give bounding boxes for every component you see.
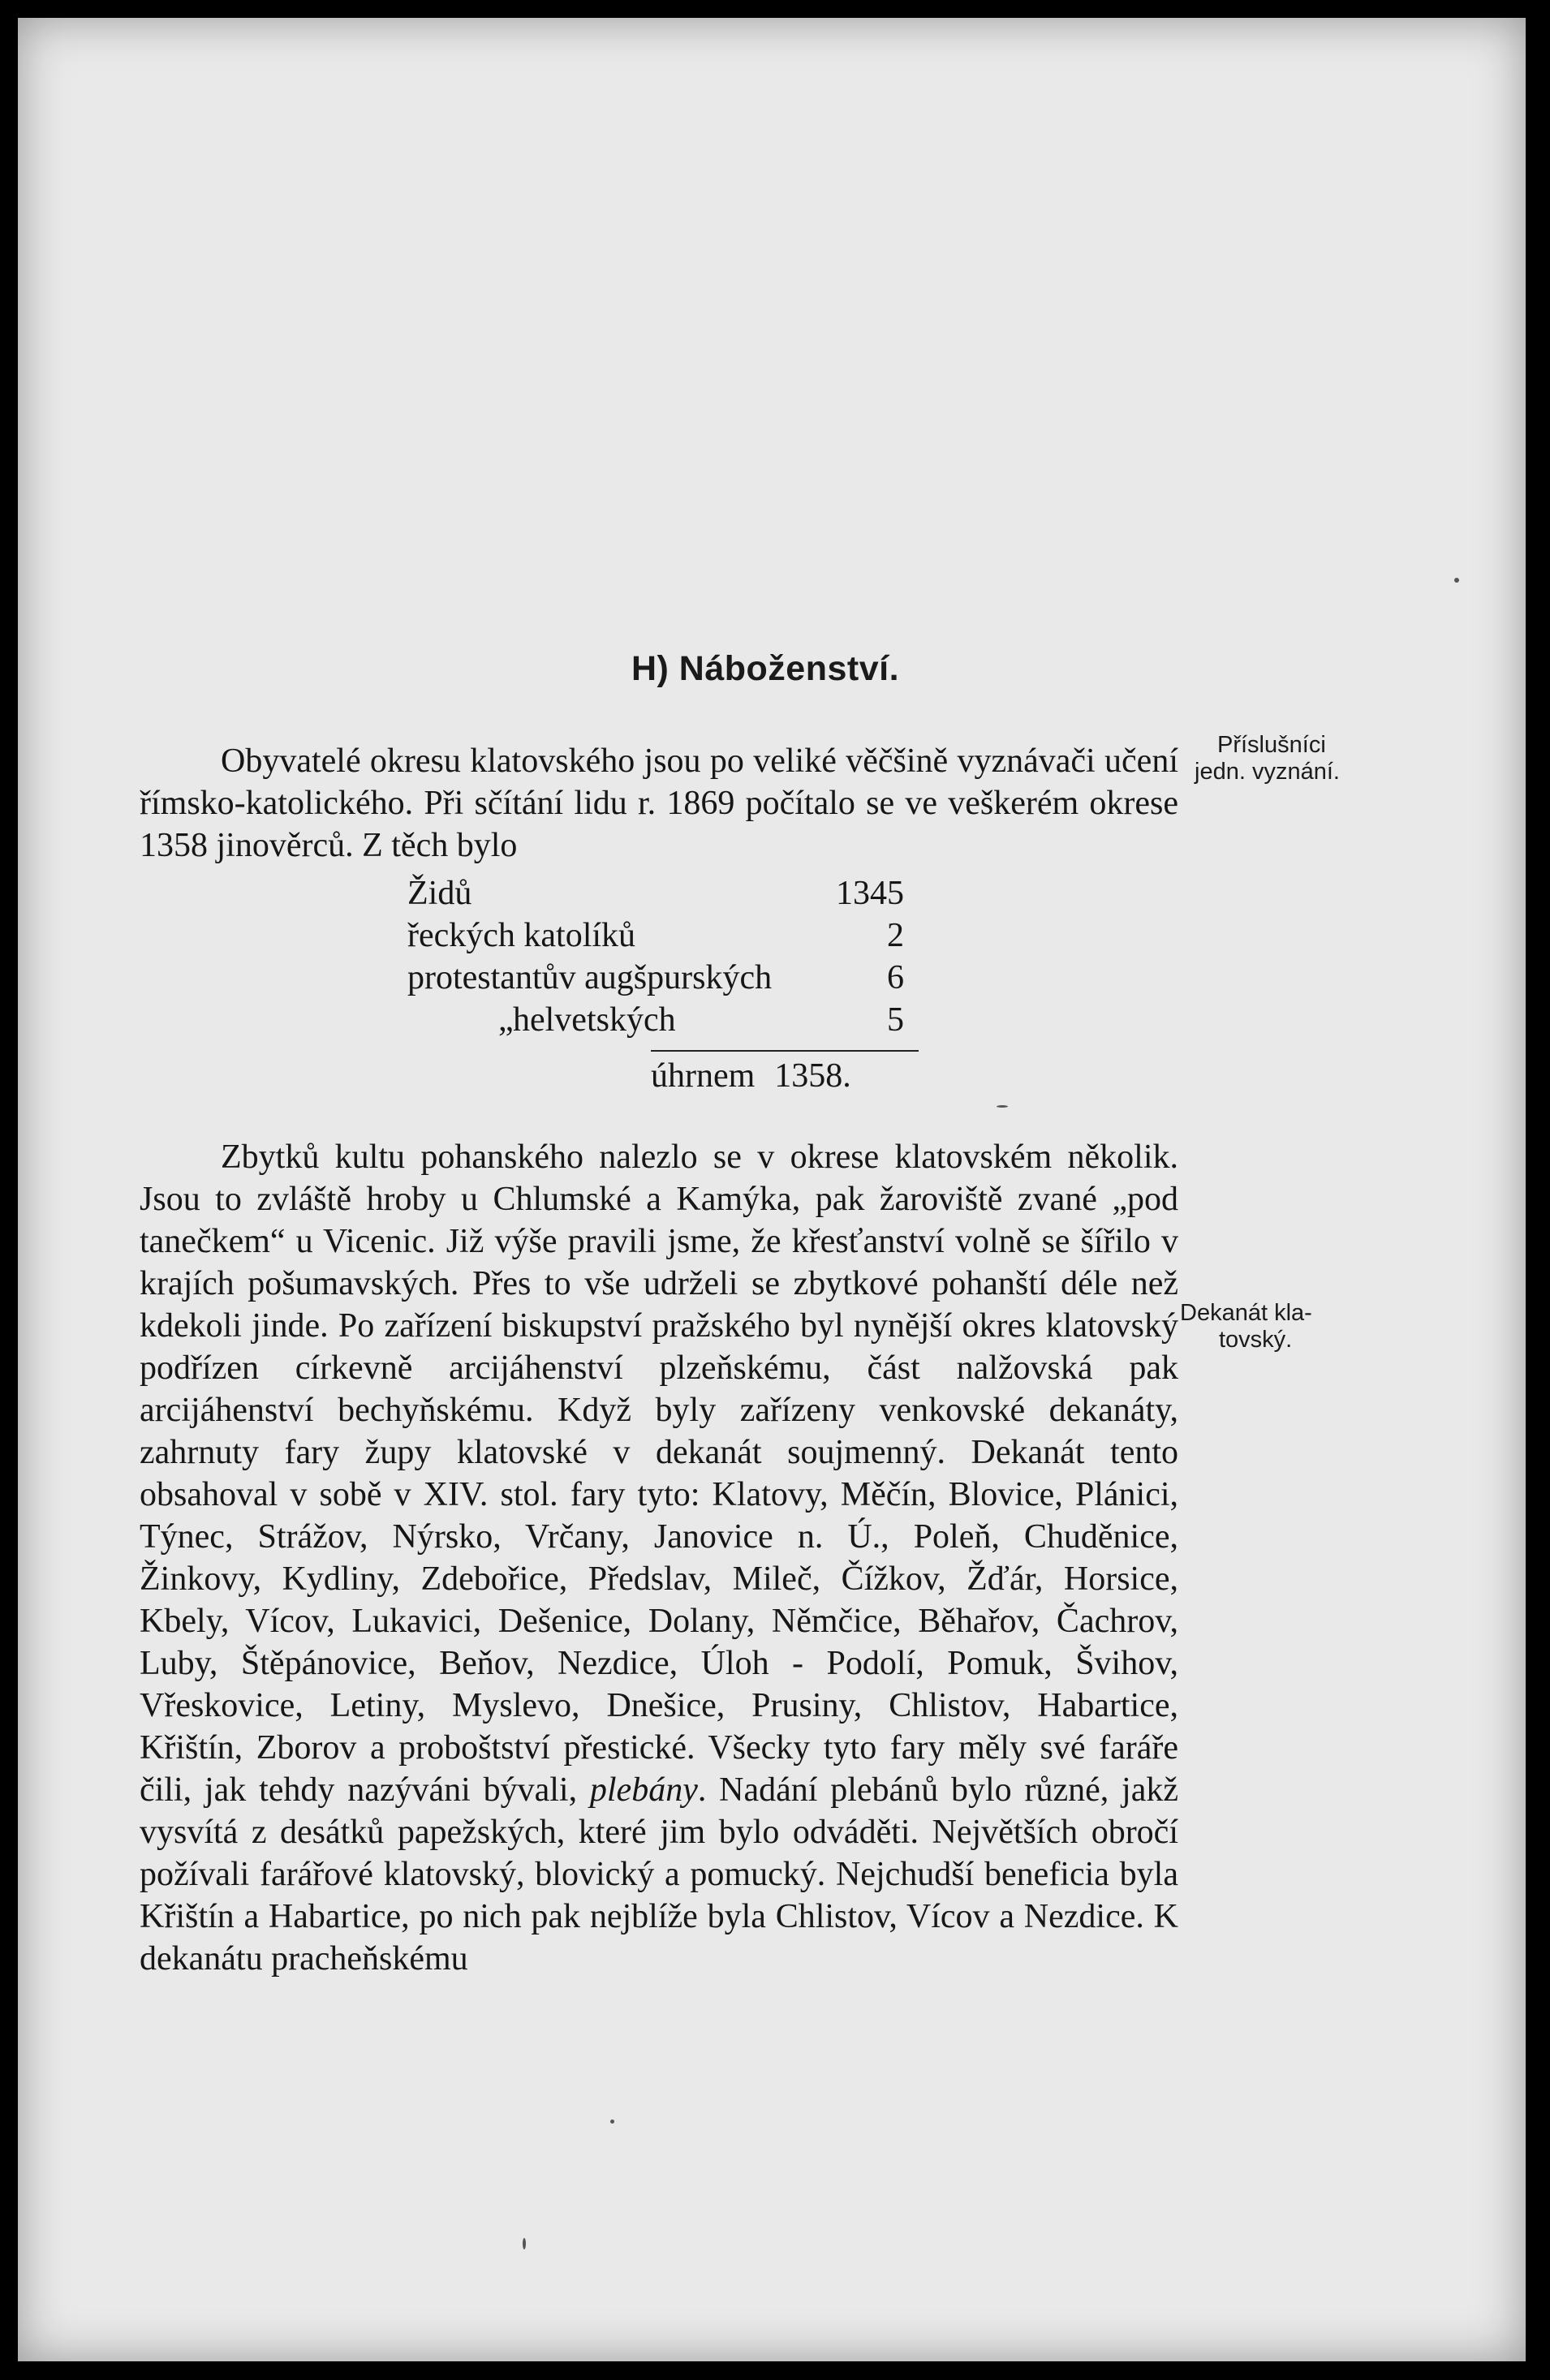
total-value: 1358. [774, 1057, 851, 1095]
paragraph-text-part: Zbytků kultu pohanského nalezlo se v okrese klatovském několik. Jsou to zvláště hroby u Chlumské a Kamýka, pak žaroviště zvané „pod tanečkem“ u Vicenic. Již výše pravili jsme, že křesťanství volně se šířilo v krajích pošumavských. Přes to vše udrželi se zbytkové pohanští déle než kdekoli jinde. Po zařízení biskupství pražského byl nynější okres klatovský podřízen církevně arcijáhenství plzeňskému, část nalžovská pak arcijáhenství bechyňskému. Když byly zařízeny venkovské dekanáty, zahrnuty fary župy klatovské v dekanát soujmenný. Dekanát tento obsahoval v sobě v XIV. stol. fary tyto: Klatovy, Měčín, Blovice, Plánici, Týnec, Strážov, Nýrsko, Vrčany, Janovice n. Ú., Poleň, Chuděnice, Žinkovy, Kydliny, Zdebořice, Předslav, Mileč, Čížkov, Žďár, Horsice, Kbely, Vícov, Lukavici, Dešenice, Dolany, Němčice, Běhařov, Čachrov, Luby, Štěpánovice, Beňov, Nezdice, Úloh - Podolí, Pomuk, Švihov, Vřeskovice, Letiny, Myslevo, Dnešice, Prusiny, Chlistov, Habartice, Křištín, Zborov a proboštství přestické. Všecky tyto fary měly své faráře čili, jak tehdy nazýváni bývali, [140, 1138, 1178, 1809]
paragraph-text [140, 1136, 1178, 1980]
table-cell-label: helvetských [513, 1001, 676, 1039]
scan-speck [1454, 578, 1459, 583]
table-row [407, 916, 927, 958]
table-row [407, 874, 927, 916]
scan-speck [523, 2238, 526, 2249]
table-cell-label: Židů [407, 875, 472, 912]
statistics-table [407, 874, 927, 1043]
sum-rule [651, 1050, 919, 1052]
margin-note-line: jedn. vyznání. [1195, 759, 1340, 785]
emphasized-term: plebány [589, 1771, 698, 1809]
margin-note-deanery [1180, 1300, 1312, 1354]
scan-speck [997, 1105, 1008, 1108]
ditto-mark: „ [498, 1001, 514, 1039]
paragraph-text: Obyvatelé okresu klatovského jsou po veliké věčšině vyznávači učení římsko-katolického. Při sčítání lidu r. 1869 počítalo se ve veškerém okrese 1358 jinověrců. Z těch bylo [140, 742, 1178, 864]
table-cell-value: 2 [887, 917, 904, 954]
margin-note-line: tovský. [1219, 1327, 1293, 1353]
section-heading: H) Náboženství. [631, 649, 900, 688]
table-cell-label: protestantův augšpurských [407, 959, 773, 996]
margin-note-line: Dekanát kla- [1180, 1300, 1312, 1326]
table-cell-value: 6 [887, 959, 904, 996]
paragraph-main [140, 1136, 1178, 1980]
table-cell-value: 5 [887, 1001, 904, 1039]
scanned-page [18, 18, 1526, 2361]
scan-speck [610, 2120, 614, 2124]
paragraph-intro [140, 740, 1178, 867]
paragraph-text-part: . Nadání plebánů bylo různé, jakž vysvítá z desátků papežských, které jim bylo odváděti. Největších obročí požívali farářové klatovský, blovický a pomucký. Nejchudší beneficia byla Křištín a Habartice, po nich pak nejblíže byla Chlistov, Vícov a Nezdice. K dekanátu pracheňskému [140, 1771, 1179, 1978]
table-row [407, 1001, 927, 1043]
margin-note-adherents [1195, 732, 1340, 785]
table-cell-label: řeckých katolíků [407, 917, 636, 954]
table-total [651, 1057, 851, 1095]
table-row [407, 958, 927, 1001]
margin-note-line: Příslušníci [1217, 732, 1326, 758]
table-cell-value: 1345 [836, 875, 904, 912]
total-label: úhrnem [651, 1057, 756, 1095]
